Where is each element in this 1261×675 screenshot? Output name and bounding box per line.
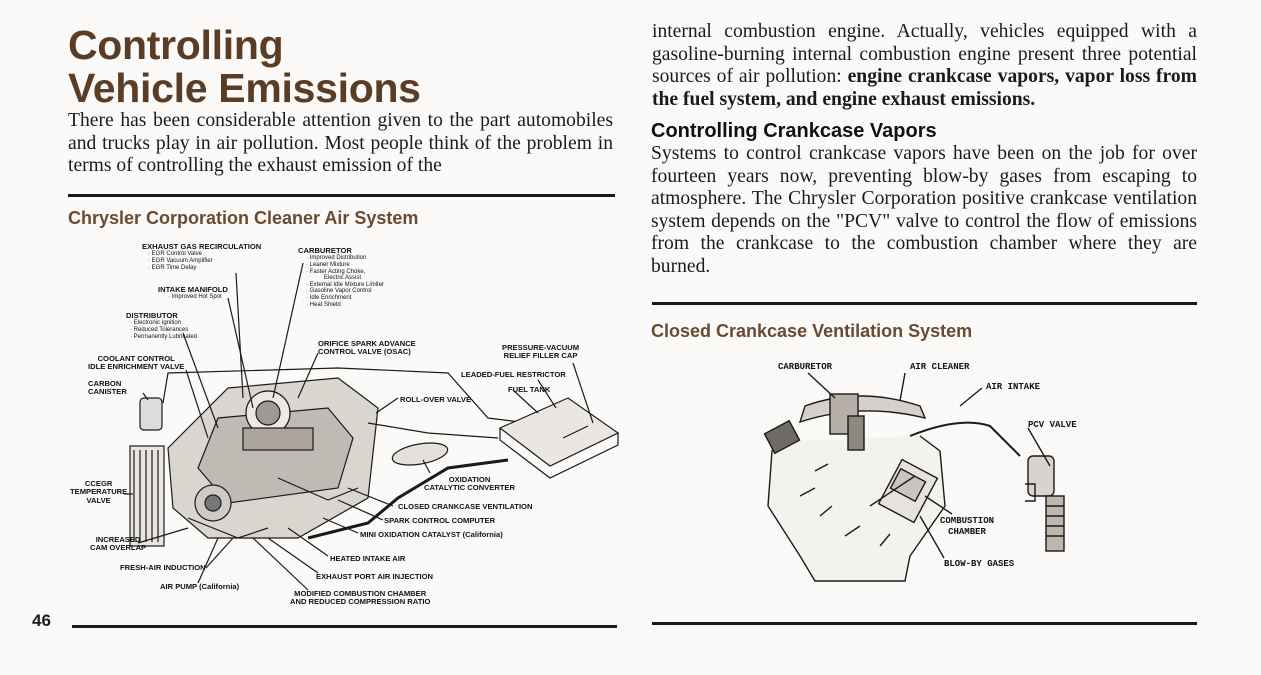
label-exhaust-port: EXHAUST PORT AIR INJECTION (316, 572, 434, 581)
label-pcv-carburetor: CARBURETOR (778, 362, 833, 372)
label-leaded-fuel: LEADED-FUEL RESTRICTOR (461, 370, 566, 379)
page-title-line1: Controlling (68, 22, 284, 68)
pcv-valve-shape (1028, 456, 1054, 496)
label-pcv-valve: PCV VALVE (1028, 420, 1077, 430)
right-divider-bottom (652, 622, 1197, 625)
continued-paragraph (652, 21, 1197, 111)
crankcase-heading: Controlling Crankcase Vapors (651, 120, 937, 142)
left-divider-bottom (72, 625, 617, 628)
page-title-line2: Vehicle Emissions (68, 65, 421, 111)
label-carbon-canister: CARBON CANISTER (88, 379, 127, 397)
label-blowby: BLOW-BY GASES (944, 559, 1015, 569)
cleaner-air-system-diagram (68, 238, 618, 610)
label-oxidation: OXIDATION CATALYTIC CONVERTER (424, 475, 515, 493)
label-ccegr: CCEGR TEMPERATURE VALVE (70, 479, 128, 505)
left-divider-top (68, 194, 615, 197)
left-figure-title: Chrysler Corporation Cleaner Air System (68, 208, 419, 228)
label-mini-oxidation: MINI OXIDATION CATALYST (California) (360, 530, 503, 539)
label-spark-computer: SPARK CONTROL COMPUTER (384, 516, 496, 525)
page-title (68, 24, 421, 110)
label-fuel-tank: FUEL TANK (508, 385, 551, 394)
label-coolant-control: COOLANT CONTROL IDLE ENRICHMENT VALVE (88, 354, 185, 372)
label-air-intake: AIR INTAKE (986, 382, 1041, 392)
pcv-illustration (760, 356, 1090, 586)
intro-paragraph: There has been considerable attention given to the part automobiles and trucks play in air pollution. Most people think of the problem in terms of controlling the exhaust emission of the (68, 110, 613, 177)
continued-text: internal combustion engine. Actually, vehicles equipped with a gasoline-burning internal combustion engine present three potential sources of air pollution: (652, 21, 1197, 88)
label-pressure-cap: PRESSURE-VACUUM RELIEF FILLER CAP (502, 343, 580, 361)
carbon-canister-shape (140, 398, 162, 430)
label-carburetor: CARBURETOR · Improved Distribution · Leaner Mixture · Faster Acting Choke, Electric Assist · External Idle Mixture Limiter · Gasoline Vapor Control · Idle Enrichment · Heat Shield (298, 246, 385, 308)
pollution-sources-bold: engine crankcase vapors, vapor loss from the fuel system, and engine exhaust emissions. (652, 66, 1198, 110)
fuel-tank-shape (500, 398, 618, 466)
right-figure-title: Closed Crankcase Ventilation System (651, 321, 973, 341)
page-number: 46 (32, 611, 51, 630)
label-air-pump: AIR PUMP (California) (160, 582, 240, 591)
label-air-cleaner: AIR CLEANER (910, 362, 970, 372)
label-heated-intake: HEATED INTAKE AIR (330, 554, 406, 563)
label-closed-crankcase: CLOSED CRANKCASE VENTILATION (398, 502, 533, 511)
label-increased-cam: INCREASED CAM OVERLAP (90, 535, 147, 553)
label-egr: EXHAUST GAS RECIRCULATION · EGR Control Valve · EGR Vacuum Amplifier · EGR Time Delay (142, 242, 262, 271)
pcv-diagram (760, 356, 1090, 586)
label-fresh-air: FRESH-AIR INDUCTION (120, 563, 206, 572)
label-modified-chamber: MODIFIED COMBUSTION CHAMBER AND REDUCED COMPRESSION RATIO (290, 589, 431, 607)
label-distributor: DISTRIBUTOR · Electronic Ignition · Reduced Tolerances · Permanently Lubricated (126, 311, 198, 340)
label-rollover-valve: ROLL-OVER VALVE (400, 395, 472, 404)
radiator-shape (130, 446, 164, 546)
label-intake-manifold: INTAKE MANIFOLD · Improved Hot Spot (158, 285, 228, 301)
label-combustion-chamber: COMBUSTION CHAMBER (940, 516, 995, 537)
label-osac: ORIFICE SPARK ADVANCE CONTROL VALVE (OSAC) (318, 339, 416, 357)
catalytic-converter-shape (391, 439, 450, 468)
crankcase-paragraph: Systems to control crankcase vapors have been on the job for over fourteen years now, preventing blow-by gases from escaping to atmosphere. The Chrysler Corporation positive crankcase ventilation system depends on the "PCV" valve to control the flow of emissions from the crankcase to the combustion chamber where they are burned. (651, 143, 1197, 277)
right-divider-top (652, 302, 1197, 305)
